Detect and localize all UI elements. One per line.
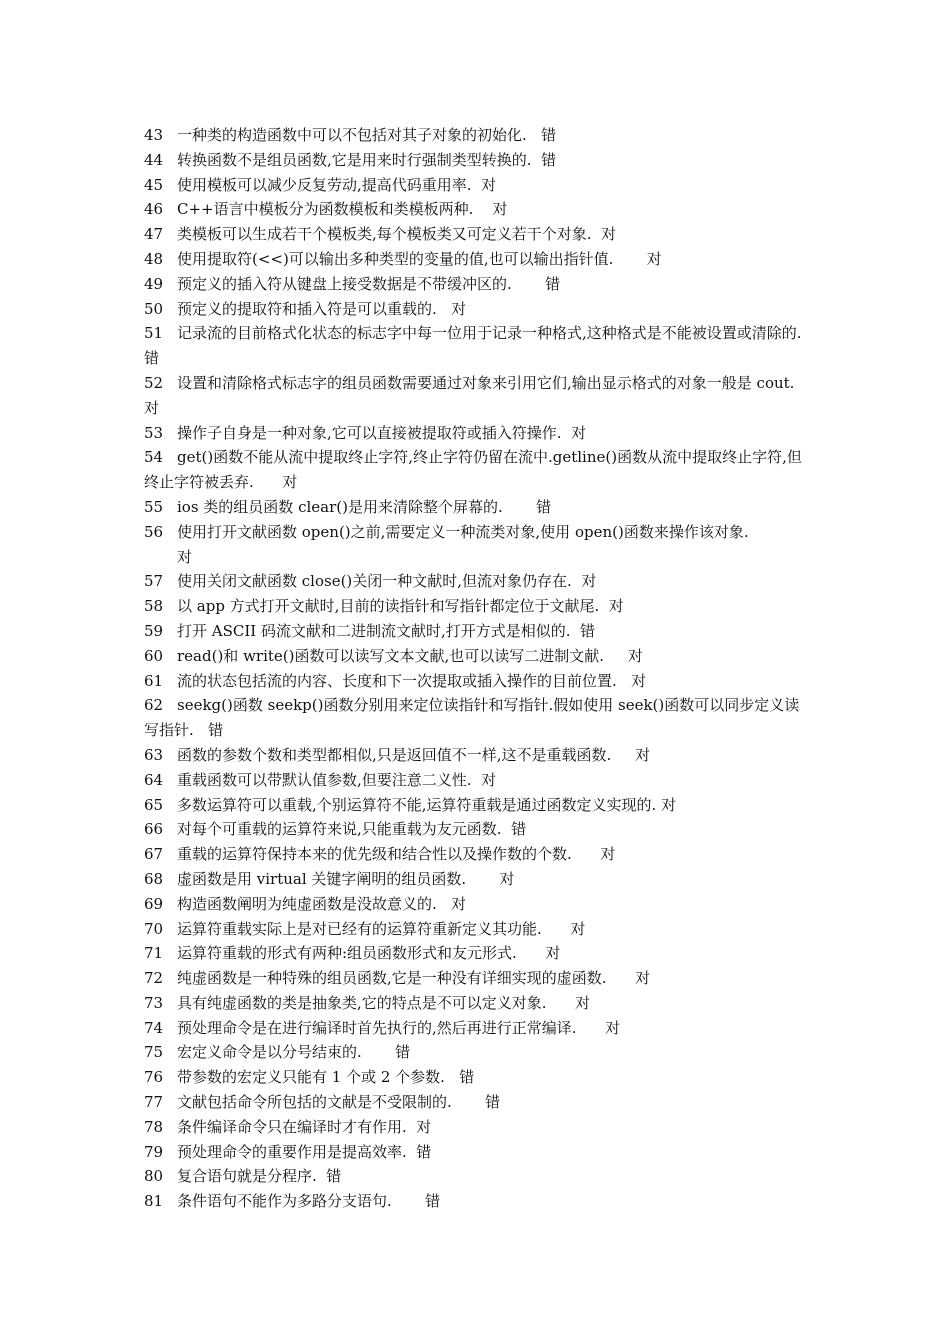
list-item xyxy=(144,1065,812,1090)
item-number: 48 xyxy=(144,249,164,268)
list-item xyxy=(144,867,812,892)
list-item xyxy=(144,966,812,991)
item-text: 运算符重载实际上是对已经有的运算符重新定义其功能. 对 xyxy=(177,919,586,938)
item-text: 运算符重载的形式有两种:组员函数形式和友元形式. 对 xyxy=(177,944,561,963)
list-item xyxy=(144,421,812,446)
list-item xyxy=(144,222,812,247)
item-text: 使用提取符(<<)可以输出多种类型的变量的值,也可以输出指针值. 对 xyxy=(177,249,662,268)
item-number: 64 xyxy=(144,770,164,789)
list-item xyxy=(144,148,812,173)
list-item xyxy=(144,445,812,495)
item-text: 预定义的插入符从键盘上接受数据是不带缓冲区的. 错 xyxy=(177,274,561,293)
list-item xyxy=(144,197,812,222)
item-text: 文献包括命令所包括的文献是不受限制的. 错 xyxy=(177,1093,501,1112)
item-text: get()函数不能从流中提取终止字符,终止字符仍留在流中.getline()函数从流中提取终止字符,但终止字符被丢弃. 对 xyxy=(144,448,802,492)
list-item xyxy=(144,321,835,371)
list-item xyxy=(144,917,812,942)
list-item xyxy=(144,1115,812,1140)
item-number: 63 xyxy=(144,745,164,764)
item-number: 52 xyxy=(144,373,164,392)
item-text: 纯虚函数是一种特殊的组员函数,它是一种没有详细实现的虚函数. 对 xyxy=(177,969,651,988)
item-text: 使用关闭文献函数 close()关闭一种文献时,但流对象仍存在. 对 xyxy=(177,572,597,591)
item-number: 70 xyxy=(144,919,164,938)
item-text: 预定义的提取符和插入符是可以重载的. 对 xyxy=(177,299,467,318)
item-text: 重载函数可以带默认值参数,但要注意二义性. 对 xyxy=(177,770,497,789)
item-number: 72 xyxy=(144,969,164,988)
item-text: 多数运算符可以重载,个别运算符不能,运算符重载是通过函数定义实现的. 对 xyxy=(177,795,677,814)
item-text: 使用模板可以减少反复劳动,提高代码重用率. 对 xyxy=(177,175,497,194)
list-item xyxy=(144,495,812,520)
item-text: 一种类的构造函数中可以不包括对其子对象的初始化. 错 xyxy=(177,126,557,144)
item-text: 对每个可重载的运算符来说,只能重载为友元函数. 错 xyxy=(177,820,527,839)
item-number: 45 xyxy=(144,175,164,194)
item-text: 打开 ASCII 码流文献和二进制流文献时,打开方式是相似的. 错 xyxy=(177,621,596,640)
item-text: read()和 write()函数可以读写文本文献,也可以读写二进制文献. 对 xyxy=(177,646,643,665)
item-number: 78 xyxy=(144,1117,164,1136)
item-text: 重载的运算符保持本来的优先级和结合性以及操作数的个数. 对 xyxy=(177,845,616,864)
list-item xyxy=(144,991,812,1016)
list-item xyxy=(144,793,812,818)
item-number: 54 xyxy=(144,448,164,467)
item-number: 65 xyxy=(144,795,164,814)
item-text: 构造函数阐明为纯虚函数是没故意义的. 对 xyxy=(177,894,467,913)
item-text: C++语言中模板分为函数模板和类模板两种. 对 xyxy=(177,200,508,219)
item-text: 转换函数不是组员函数,它是用来时行强制类型转换的. 错 xyxy=(177,150,557,169)
item-number: 60 xyxy=(144,646,164,665)
item-text: 具有纯虚函数的类是抽象类,它的特点是不可以定义对象. 对 xyxy=(177,993,591,1012)
item-number: 49 xyxy=(144,274,164,293)
item-text: 宏定义命令是以分号结束的. 错 xyxy=(177,1043,411,1062)
item-number: 81 xyxy=(144,1192,164,1211)
item-text: 函数的参数个数和类型都相似,只是返回值不一样,这不是重载函数. 对 xyxy=(177,745,651,764)
list-item xyxy=(144,1164,812,1189)
list-item xyxy=(144,272,812,297)
item-number: 68 xyxy=(144,869,164,888)
item-number: 59 xyxy=(144,621,164,640)
item-number: 71 xyxy=(144,944,164,963)
item-text: 设置和清除格式标志字的组员函数需要通过对象来引用它们,输出显示格式的对象一般是 cout. 对 xyxy=(144,373,809,417)
item-number: 43 xyxy=(144,126,164,144)
item-number: 77 xyxy=(144,1093,164,1112)
item-number: 74 xyxy=(144,1018,164,1037)
item-text: seekg()函数 seekp()函数分别用来定位读指针和写指针.假如使用 seek()函数可以同步定义读写指针. 错 xyxy=(144,696,800,740)
item-number: 76 xyxy=(144,1068,164,1087)
item-text: 条件语句不能作为多路分支语句. 错 xyxy=(177,1192,441,1211)
item-number: 57 xyxy=(144,572,164,591)
item-number: 80 xyxy=(144,1167,164,1186)
list-item xyxy=(144,569,812,594)
item-number: 61 xyxy=(144,671,164,690)
item-text: 记录流的目前格式化状态的标志字中每一位用于记录一种格式,这种格式是不能被设置或清除的. 错 xyxy=(144,324,835,368)
item-number: 47 xyxy=(144,225,164,244)
item-text: 流的状态包括流的内容、长度和下一次提取或插入操作的目前位置. 对 xyxy=(177,671,647,690)
item-number: 55 xyxy=(144,497,164,516)
item-text: 带参数的宏定义只能有 1 个或 2 个参数. 错 xyxy=(177,1068,475,1087)
list-item xyxy=(144,619,812,644)
list-item xyxy=(144,693,812,743)
list-item xyxy=(144,842,812,867)
item-number: 50 xyxy=(144,299,164,318)
item-number: 66 xyxy=(144,820,164,839)
item-number: 58 xyxy=(144,597,164,616)
list-item xyxy=(144,892,812,917)
item-number: 44 xyxy=(144,150,164,169)
item-text: 使用打开文献函数 open()之前,需要定义一种流类对象,使用 open()函数来操作该对象. 对 xyxy=(177,522,749,566)
list-item xyxy=(144,768,812,793)
list-item xyxy=(144,644,812,669)
item-number: 56 xyxy=(144,522,164,541)
item-number: 62 xyxy=(144,696,164,715)
item-text: 条件编译命令只在编译时才有作用. 对 xyxy=(177,1117,432,1136)
list-item xyxy=(144,247,812,272)
item-number: 46 xyxy=(144,200,164,219)
list-item xyxy=(144,817,812,842)
list-item xyxy=(144,1040,812,1065)
list-item xyxy=(144,371,812,421)
item-text: 预处理命令是在进行编译时首先执行的,然后再进行正常编译. 对 xyxy=(177,1018,621,1037)
item-number: 53 xyxy=(144,423,164,442)
item-number: 75 xyxy=(144,1043,164,1062)
list-item xyxy=(144,1090,812,1115)
item-text: 复合语句就是分程序. 错 xyxy=(177,1167,342,1186)
list-item xyxy=(144,1016,812,1041)
item-text: 虚函数是用 virtual 关键字阐明的组员函数. 对 xyxy=(177,869,515,888)
item-number: 73 xyxy=(144,993,164,1012)
item-number: 69 xyxy=(144,894,164,913)
list-item xyxy=(144,743,812,768)
list-item xyxy=(144,173,812,198)
item-number: 51 xyxy=(144,324,164,343)
list-item xyxy=(144,297,812,322)
list-item xyxy=(144,520,812,570)
item-text: 操作子自身是一种对象,它可以直接被提取符或插入符操作. 对 xyxy=(177,423,587,442)
list-item xyxy=(144,941,812,966)
item-number: 79 xyxy=(144,1142,164,1161)
item-text: ios 类的组员函数 clear()是用来清除整个屏幕的. 错 xyxy=(177,497,552,516)
list-item xyxy=(144,669,812,694)
list-item xyxy=(144,1140,812,1165)
list-item xyxy=(144,594,812,619)
item-number: 67 xyxy=(144,845,164,864)
list-item xyxy=(144,123,812,148)
item-text: 以 app 方式打开文献时,目前的读指针和写指针都定位于文献尾. 对 xyxy=(177,597,624,616)
item-text: 类模板可以生成若干个模板类,每个模板类又可定义若干个对象. 对 xyxy=(177,225,617,244)
item-text: 预处理命令的重要作用是提高效率. 错 xyxy=(177,1142,432,1161)
document-page xyxy=(144,123,835,1214)
list-item xyxy=(144,1189,812,1214)
